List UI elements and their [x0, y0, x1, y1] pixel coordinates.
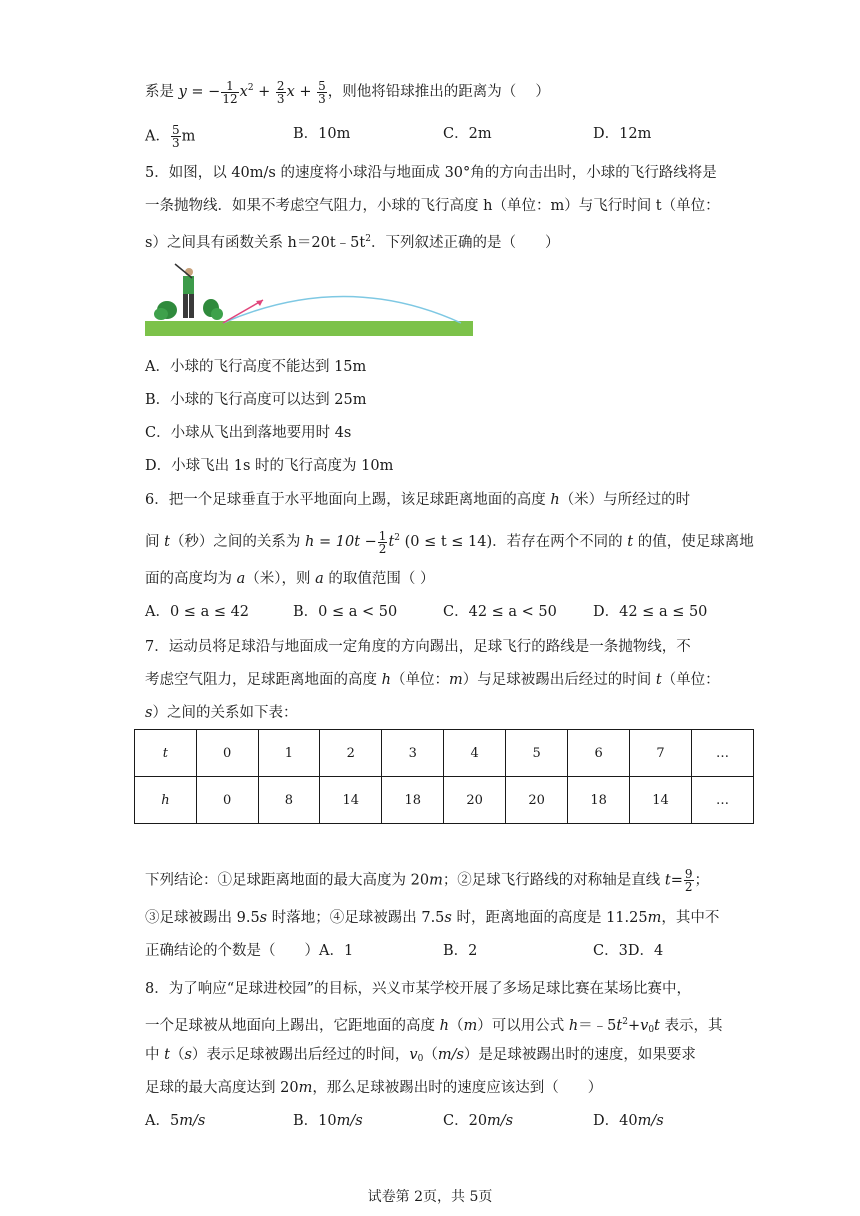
q8-option-d [593, 1111, 664, 1131]
frac-1-2 [378, 530, 388, 555]
var-t: t [616, 1018, 623, 1034]
q7-line-3 [145, 703, 297, 723]
q6-line-1 [145, 490, 690, 510]
table-cell [135, 730, 197, 777]
unit-m: m [463, 1018, 478, 1034]
var-x: x [239, 84, 248, 100]
table-cell: … [692, 777, 754, 824]
frac-5-3 [317, 80, 327, 105]
var-h: h [161, 792, 170, 808]
unit-mps: m/s [637, 1113, 664, 1129]
q8-line-4 [145, 1078, 602, 1098]
q7-option-b: B．2 [443, 943, 478, 959]
q5-option-b: B．小球的飞行高度可以达到 25m [145, 392, 367, 408]
q7-conclusion-2 [145, 908, 719, 928]
q4-option-c: C．2m [443, 126, 492, 142]
q6-text: 的取值范围（ ） [323, 571, 435, 587]
q6-text: （米）与所经过的时 [559, 492, 691, 508]
page-footer: 试卷第 2页，共 5页 [367, 1189, 493, 1205]
unit-mps: m/s [336, 1113, 363, 1129]
unit-s: s [444, 910, 452, 926]
frac-num: 2 [276, 78, 285, 93]
table-cell: 18 [568, 777, 630, 824]
grass-ground [145, 321, 473, 336]
table-cell: 3 [382, 730, 444, 777]
table-cell: 6 [568, 730, 630, 777]
q5-option-c: C．小球从飞出到落地要用时 4s [145, 425, 352, 441]
q7-text: ）与足球被踢出后经过的时间 [462, 672, 656, 688]
option-value: C．20 [443, 1113, 488, 1129]
unit-mps: m/s [487, 1113, 514, 1129]
q7-text: ③足球被踢出 9.5 [145, 910, 260, 926]
q8-option-a [145, 1111, 205, 1131]
q7-text: 时落地；④足球被踢出 7.5 [267, 910, 445, 926]
table-cell: 7 [630, 730, 692, 777]
var-t: t [664, 872, 671, 889]
q7-text: 时，距离地面的高度是 11.25 [451, 910, 648, 926]
q8-text: 中 [145, 1047, 165, 1063]
eq-sign: = − [186, 84, 221, 100]
unit-s: s [145, 705, 153, 721]
var-h: h [568, 1018, 579, 1034]
frac-num: 1 [221, 80, 238, 93]
golf-illustration [145, 262, 473, 338]
frac-den: 3 [318, 91, 326, 106]
var-h: h [439, 1018, 449, 1034]
subscript: 0 [417, 1054, 424, 1064]
q7-text: （单位： [661, 672, 720, 688]
q7-conclusion-1 [145, 868, 709, 893]
frac-num: 5 [171, 123, 180, 137]
q8-text: （ [448, 1018, 464, 1034]
q7-option-cd: C．3D．4 [593, 943, 664, 959]
var-t: t [164, 1047, 170, 1063]
option-label: A． [145, 128, 170, 145]
q7-text: （单位： [390, 672, 449, 688]
var-t: t [162, 745, 168, 761]
q6-text: ．若存在两个不同的 [492, 534, 628, 550]
trajectory-arc [223, 297, 461, 324]
unit-m: m [298, 1080, 313, 1096]
table-cell: 1 [258, 730, 320, 777]
plus: + [253, 84, 275, 100]
q6-line-3 [145, 569, 435, 589]
frac-den: 12 [222, 91, 238, 106]
exponent: 2 [622, 1017, 628, 1027]
q6-option-d: D．42 ≤ a ≤ 50 [593, 604, 708, 620]
q7-conclusion-3: 正确结论的个数是（ ）A．1 [145, 943, 354, 959]
table-cell: 14 [320, 777, 382, 824]
var-y: y [178, 84, 187, 100]
frac-9-2 [684, 868, 694, 893]
var-t: t [164, 534, 170, 550]
unit-m: m [647, 910, 662, 926]
option-value: B．10 [293, 1113, 337, 1129]
q6-text: （米），则 [245, 571, 316, 587]
q8-text: ）表示足球被踢出后经过的时间， [191, 1047, 410, 1063]
subscript: 0 [648, 1025, 655, 1035]
unit-s: s [184, 1047, 192, 1063]
table-cell: 0 [196, 730, 258, 777]
q8-option-c [443, 1111, 513, 1131]
var-h: h [381, 672, 391, 688]
q5-line-3 [145, 229, 559, 253]
table-cell: … [692, 730, 754, 777]
launch-arrow [223, 300, 263, 323]
frac-num: 5 [318, 78, 326, 93]
q6-text: 间 [145, 534, 165, 550]
unit-m: m [448, 672, 463, 688]
var-h: h [550, 492, 560, 508]
q6-text: （秒）之间的关系为 [169, 534, 306, 550]
q7-line-1: 7．运动员将足球沿与地面成一定角度的方向踢出，足球飞行的路线是一条抛物线，不 [145, 639, 691, 655]
table-cell: 8 [258, 777, 320, 824]
option-value: D．40 [593, 1113, 638, 1129]
q6-option-b: B．0 ≤ a < 50 [293, 604, 398, 620]
unit: m [181, 128, 196, 145]
q6-text: 6．把一个足球垂直于水平地面向上踢，该足球距离地面的高度 [145, 492, 551, 508]
q7-text: ； [694, 872, 710, 889]
unit-m: m [429, 872, 443, 889]
option-value: A．5 [145, 1113, 180, 1129]
unit-mps: m/s [179, 1113, 206, 1129]
frac-den: 2 [684, 880, 693, 894]
q5-line-2: 一条抛物线．如果不考虑空气阻力，小球的飞行高度 h（单位：m）与飞行时间 t（单位： [145, 198, 720, 214]
q8-line-1: 8．为了响应“足球进校园”的目标，兴义市某学校开展了多场足球比赛在某场比赛中， [145, 981, 692, 997]
q6-text: 的值，使足球离地 [633, 534, 754, 550]
frac-den: 2 [378, 541, 387, 556]
table-cell: 5 [506, 730, 568, 777]
q8-text: （ [423, 1047, 438, 1063]
q6-option-c: C．42 ≤ a < 50 [443, 604, 557, 620]
var-a: a [236, 571, 246, 587]
q6-range: (0 ≤ t ≤ 14) [400, 534, 493, 550]
q5-option-a: A．小球的飞行高度不能达到 15m [145, 359, 367, 375]
q7-text: 考虑空气阻力，足球距离地面的高度 [145, 672, 382, 688]
var-t: t [388, 534, 395, 550]
var-t: t [627, 534, 634, 550]
q5-line-3-a: s）之间具有函数关系 h＝20t﹣5t [145, 235, 366, 251]
var-a: a [315, 571, 324, 587]
table-cell: 18 [382, 777, 444, 824]
q8-text: ，那么足球被踢出时的速度应该达到（ ） [312, 1080, 603, 1096]
q5-line-1: 5．如图，以 40m/s 的速度将小球沿与地面成 30°角的方向击出时，小球的飞行路线将是 [145, 165, 717, 181]
q6-text: 面的高度均为 [145, 571, 237, 587]
q7-text: ）之间的关系如下表： [152, 705, 298, 721]
q4-option-b: B．10m [293, 126, 351, 142]
q4-stem-end: ，则他将铅球推出的距离为（ ） [327, 84, 550, 100]
q8-text: 表示，其 [659, 1018, 723, 1034]
var-x: x [286, 84, 295, 100]
table-row-h [135, 777, 754, 824]
q7-text: 下列结论：①足球距离地面的最大高度为 20 [145, 872, 430, 889]
exponent: 2 [365, 234, 371, 244]
frac-1-12 [221, 80, 238, 105]
q5-option-d: D．小球飞出 1s 时的飞行高度为 10m [145, 458, 394, 474]
q8-option-b [293, 1111, 363, 1131]
frac-num: 1 [378, 528, 387, 543]
q4-stem: 系是 y = − $\frac{1}{12}$ $x^2$ + $\frac{2}{3}$ x + $\frac{5}{3}$ ，则他将铅球推出的距离为（ ） [145, 78, 550, 106]
q8-line-2 [145, 1012, 722, 1040]
var-v: v [409, 1047, 418, 1063]
unit-mps: m/s [437, 1047, 464, 1063]
q8-text: ）可以用公式 [477, 1018, 569, 1034]
var-v: v [640, 1018, 649, 1034]
q8-text: ＝﹣5 [578, 1018, 617, 1034]
frac-den: 3 [171, 136, 180, 150]
table-cell: 0 [196, 777, 258, 824]
plus: + [627, 1018, 641, 1034]
plus: + [294, 84, 317, 100]
var-t: t [655, 672, 662, 688]
q7-text: ；②足球飞行路线的对称轴是直线 [442, 872, 665, 889]
table-cell [135, 777, 197, 824]
golfer-figure [175, 264, 194, 318]
q6-line-2: 间 t（秒）之间的关系为 h = 10t − $\frac{1}{2}$ $t^2$ (0 ≤ t ≤ 14)．若存在两个不同的 t 的值，使足球离地 [145, 528, 754, 556]
q4-stem-text: 系是 [145, 84, 179, 100]
frac-2-3 [276, 80, 286, 105]
q8-line-3 [145, 1045, 696, 1069]
var-t: t [654, 1018, 660, 1034]
table-cell: 20 [444, 777, 506, 824]
q5-line-3-b: ．下列叙述正确的是（ ） [370, 235, 560, 251]
frac-den: 3 [276, 91, 285, 106]
q6-equation: h = 10t − [305, 534, 377, 550]
q4-option-a [145, 124, 195, 149]
q8-text: 一个足球被从地面向上踢出，它距地面的高度 [145, 1018, 440, 1034]
q8-text: 足球的最大高度达到 20 [145, 1080, 299, 1096]
eq-sign: = [670, 872, 683, 889]
q4-option-d: D．12m [593, 126, 652, 142]
table-cell: 20 [506, 777, 568, 824]
q7-data-table [134, 729, 754, 824]
bushes [154, 299, 223, 320]
unit-s: s [259, 910, 268, 926]
table-cell: 2 [320, 730, 382, 777]
frac-num: 9 [684, 867, 693, 881]
table-row-t [135, 730, 754, 777]
q7-text: ，其中不 [661, 910, 720, 926]
q6-option-a: A．0 ≤ a ≤ 42 [145, 604, 250, 620]
table-cell: 14 [630, 777, 692, 824]
q7-line-2 [145, 670, 720, 690]
q8-text: （ [169, 1047, 185, 1063]
q8-text: ）是足球被踢出时的速度，如果要求 [463, 1047, 696, 1063]
table-cell: 4 [444, 730, 506, 777]
frac-5-3 [171, 124, 181, 149]
